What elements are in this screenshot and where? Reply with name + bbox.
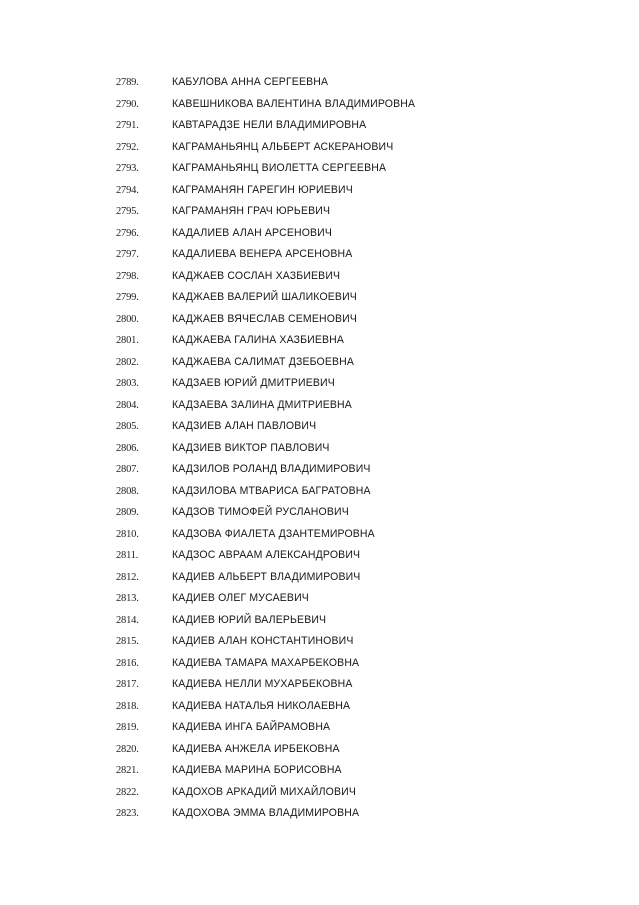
entry-number: 2819. xyxy=(116,722,139,733)
list-item xyxy=(0,803,639,825)
entry-number: 2791. xyxy=(116,120,139,131)
entry-name: КАДИЕВА НЕЛЛИ МУХАРБЕКОВНА xyxy=(172,677,353,691)
list-item xyxy=(0,180,639,202)
entry-number: 2817. xyxy=(116,679,139,690)
entry-name: КАДИЕВА НАТАЛЬЯ НИКОЛАЕВНА xyxy=(172,699,351,712)
list-item xyxy=(0,696,639,718)
entry-name: КАДЖАЕВ ВАЛЕРИЙ ШАЛИКОЕВИЧ xyxy=(172,290,357,304)
list-item xyxy=(0,717,639,739)
entry-number: 2789. xyxy=(116,77,139,88)
entry-number: 2812. xyxy=(116,571,139,583)
entry-name: КАДЗАЕВА ЗАЛИНА ДМИТРИЕВНА xyxy=(172,398,352,411)
entry-name: КАДИЕВ АЛЬБЕРТ ВЛАДИМИРОВИЧ xyxy=(172,570,361,583)
entry-number: 2796. xyxy=(116,227,139,239)
list-item xyxy=(0,266,639,288)
entry-number: 2822. xyxy=(116,786,139,798)
entry-name: КАДИЕВА МАРИНА БОРИСОВНА xyxy=(172,763,342,777)
list-item xyxy=(0,72,639,94)
entry-name: КАДОХОВА ЭММА ВЛАДИМИРОВНА xyxy=(172,806,360,820)
list-item xyxy=(0,481,639,503)
entry-number: 2793. xyxy=(116,163,139,174)
entry-name: КАДИЕВ ОЛЕГ МУСАЕВИЧ xyxy=(172,591,309,605)
entry-name: КАДЖАЕВА САЛИМАТ ДЗЕБОЕВНА xyxy=(172,355,355,368)
entry-number: 2808. xyxy=(116,485,139,497)
list-item xyxy=(0,115,639,137)
entry-name: КАДИЕВ АЛАН КОНСТАНТИНОВИЧ xyxy=(172,634,354,648)
list-item xyxy=(0,137,639,159)
entry-name: КАДЗИЕВ АЛАН ПАВЛОВИЧ xyxy=(172,419,317,433)
entry-name: КАДИЕВ ЮРИЙ ВАЛЕРЬЕВИЧ xyxy=(172,613,327,626)
entry-name: КАДОХОВ АРКАДИЙ МИХАЙЛОВИЧ xyxy=(172,785,356,798)
entry-name: КАДЗОВ ТИМОФЕЙ РУСЛАНОВИЧ xyxy=(172,505,349,519)
entry-name: КАДИЕВА АНЖЕЛА ИРБЕКОВНА xyxy=(172,742,340,755)
entry-number: 2816. xyxy=(116,657,139,669)
entry-number: 2805. xyxy=(116,421,139,432)
name-list xyxy=(0,72,639,825)
entry-number: 2809. xyxy=(116,507,139,518)
entry-number: 2821. xyxy=(116,765,139,776)
entry-name: КАГРАМАНЯН ГРАЧ ЮРЬЕВИЧ xyxy=(172,204,331,218)
entry-name: КАДАЛИЕВА ВЕНЕРА АРСЕНОВНА xyxy=(172,247,353,261)
entry-number: 2792. xyxy=(116,141,139,153)
entry-name: КАДЖАЕВА ГАЛИНА ХАЗБИЕВНА xyxy=(172,333,345,347)
entry-name: КАДЖАЕВ ВЯЧЕСЛАВ СЕМЕНОВИЧ xyxy=(172,312,358,325)
list-item xyxy=(0,416,639,438)
entry-name: КАГРАМАНЬЯНЦ ВИОЛЕТТА СЕРГЕЕВНА xyxy=(172,161,387,175)
entry-number: 2798. xyxy=(116,270,139,282)
entry-name: КАДИЕВА ИНГА БАЙРАМОВНА xyxy=(172,720,331,734)
entry-number: 2815. xyxy=(116,636,139,647)
list-item xyxy=(0,739,639,761)
list-item xyxy=(0,373,639,395)
entry-name: КАДЗАЕВ ЮРИЙ ДМИТРИЕВИЧ xyxy=(172,376,335,390)
entry-number: 2794. xyxy=(116,184,139,196)
entry-name: КАДЗИЕВ ВИКТОР ПАВЛОВИЧ xyxy=(172,441,330,454)
entry-name: КАБУЛОВА АННА СЕРГЕЕВНА xyxy=(172,75,329,89)
list-item xyxy=(0,610,639,632)
entry-name: КАДЖАЕВ СОСЛАН ХАЗБИЕВИЧ xyxy=(172,269,341,282)
list-item xyxy=(0,524,639,546)
entry-name: КАДИЕВА ТАМАРА МАХАРБЕКОВНА xyxy=(172,656,360,669)
entry-name: КАГРАМАНЬЯНЦ АЛЬБЕРТ АСКЕРАНОВИЧ xyxy=(172,140,394,153)
entry-name: КАВЕШНИКОВА ВАЛЕНТИНА ВЛАДИМИРОВНА xyxy=(172,97,416,110)
list-item xyxy=(0,782,639,804)
entry-number: 2806. xyxy=(116,442,139,454)
entry-name: КАДЗИЛОВА МТВАРИСА БАГРАТОВНА xyxy=(172,484,371,497)
entry-number: 2803. xyxy=(116,378,139,389)
list-item xyxy=(0,287,639,309)
list-item xyxy=(0,653,639,675)
entry-name: КАДЗИЛОВ РОЛАНД ВЛАДИМИРОВИЧ xyxy=(172,462,371,476)
list-item xyxy=(0,567,639,589)
list-item xyxy=(0,244,639,266)
entry-name: КАВТАРАДЗЕ НЕЛИ ВЛАДИМИРОВНА xyxy=(172,118,367,132)
entry-number: 2797. xyxy=(116,249,139,260)
list-item xyxy=(0,309,639,331)
list-item xyxy=(0,395,639,417)
entry-number: 2813. xyxy=(116,593,139,604)
entry-number: 2802. xyxy=(116,356,139,368)
entry-number: 2823. xyxy=(116,808,139,819)
list-item xyxy=(0,352,639,374)
list-item xyxy=(0,459,639,481)
entry-name: КАГРАМАНЯН ГАРЕГИН ЮРИЕВИЧ xyxy=(172,183,353,196)
entry-number: 2818. xyxy=(116,700,139,712)
list-item xyxy=(0,201,639,223)
list-item xyxy=(0,438,639,460)
entry-number: 2801. xyxy=(116,335,139,346)
list-item xyxy=(0,545,639,567)
entry-number: 2795. xyxy=(116,206,139,217)
list-item xyxy=(0,330,639,352)
entry-number: 2807. xyxy=(116,464,139,475)
list-item xyxy=(0,223,639,245)
list-item xyxy=(0,674,639,696)
entry-number: 2814. xyxy=(116,614,139,626)
list-item xyxy=(0,502,639,524)
list-item xyxy=(0,588,639,610)
entry-number: 2811. xyxy=(116,550,139,561)
entry-number: 2820. xyxy=(116,743,139,755)
entry-name: КАДАЛИЕВ АЛАН АРСЕНОВИЧ xyxy=(172,226,333,239)
entry-number: 2799. xyxy=(116,292,139,303)
list-item xyxy=(0,94,639,116)
entry-number: 2804. xyxy=(116,399,139,411)
list-item xyxy=(0,760,639,782)
entry-number: 2790. xyxy=(116,98,139,110)
list-item xyxy=(0,158,639,180)
entry-name: КАДЗОВА ФИАЛЕТА ДЗАНТЕМИРОВНА xyxy=(172,527,375,540)
list-item xyxy=(0,631,639,653)
entry-number: 2800. xyxy=(116,313,139,325)
entry-name: КАДЗОС АВРААМ АЛЕКСАНДРОВИЧ xyxy=(172,548,361,562)
entry-number: 2810. xyxy=(116,528,139,540)
